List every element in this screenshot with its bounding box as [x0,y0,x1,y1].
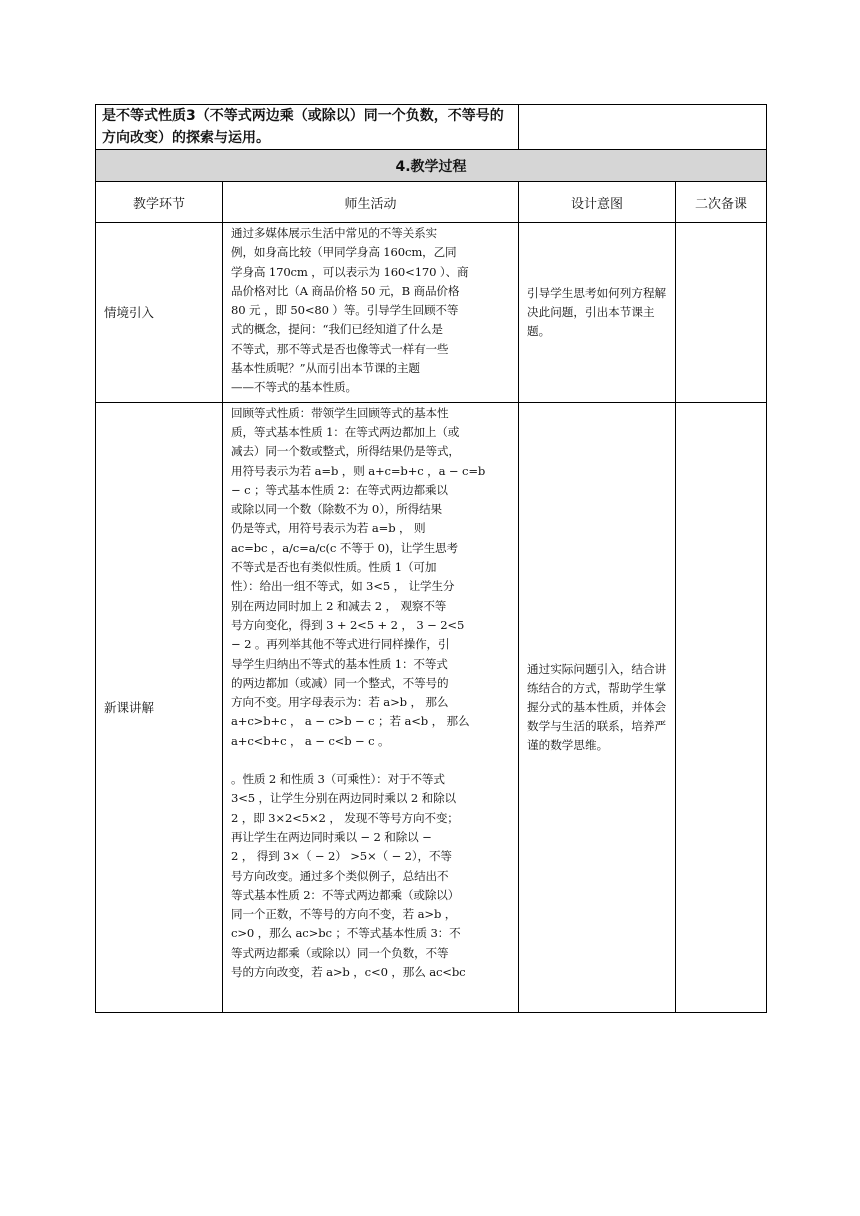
activity-line: 号的方向改变，若 a>b ，c<0 ，那么 ac<bc [231,964,466,979]
header-activity: 师生活动 [223,182,519,223]
activity-line: − 2 。再列举其他不等式进行同样操作，引 [231,637,450,652]
activity-line: 不等式，那不等式是否也像等式一样有一些 [231,341,449,356]
activity-line: ——不等式的基本性质。 [231,380,357,395]
intent-cell: 引导学生思考如何列方程解决此问题，引出本节课主题。 [519,223,676,403]
activity-line: 减去）同一个数或整式，所得结果仍是等式， [231,444,460,459]
activity-line: 基本性质呢？”从而引出本节课的主题 [231,361,420,376]
activity-line: 号方向改变。通过多个类似例子，总结出不 [231,868,449,883]
activity-line: 通过多媒体展示生活中常见的不等关系实 [231,226,437,240]
lesson-plan-table-wrapper [95,104,766,1013]
activity-line: a+c>b+c ， a − c>b − c ；若 a<b ， 那么 [231,714,470,729]
intent-cell: 通过实际问题引入，结合讲练结合的方式，帮助学生掌握分式的基本性质，并体会数学与生活的联系，培养严谨的数学思维。 [519,402,676,1012]
activity-line: 再让学生在两边同时乘以 − 2 和除以 − [231,829,432,844]
paragraph-gap [231,751,514,770]
header-intent: 设计意图 [519,182,676,223]
notes-cell [676,402,767,1012]
header-row [96,182,767,223]
activity-line: 2 ，即 3×2<5×2 ， 发现不等号方向不变； [231,810,459,825]
activity-line: 等式两边都乘（或除以）同一个负数，不等 [231,945,449,960]
activity-line: 仍是等式，用符号表示为若 a=b ， 则 [231,521,426,536]
stage-cell: 情境引入 [96,223,223,403]
activity-line: 同一个正数，不等号的方向不变，若 a>b ， [231,907,457,922]
activity-line: 性）：给出一组不等式，如 3<5 ， 让学生分 [231,579,455,594]
activity-line: 方向不变。用字母表示为：若 a>b ， 那么 [231,695,449,710]
activity-line: 式的概念，提问：“我们已经知道了什么是 [231,322,443,337]
activity-line: 。性质 2 和性质 3（可乘性）：对于不等式 [231,772,445,787]
header-notes: 二次备课 [676,182,767,223]
objective-row [96,105,767,150]
stage-cell: 新课讲解 [96,402,223,1012]
section-title: 4.教学过程 [96,150,767,182]
activity-line: 3<5 ，让学生分别在两边同时乘以 2 和除以 [231,791,456,806]
activity-line: 回顾等式性质：带领学生回顾等式的基本性 [231,405,449,420]
activity-line: 号方向变化，得到 3 + 2<5 + 2 ， 3 − 2<5 [231,617,465,632]
notes-cell [676,223,767,403]
activity-line: 80 元 ，即 50<80 ）等。引导学生回顾不等 [231,303,459,318]
activity-line: 品价格对比（A 商品价格 50 元，B 商品价格 [231,283,460,298]
activity-line: − c ；等式基本性质 2：在等式两边都乘以 [231,482,448,497]
activity-cell [223,402,519,1012]
activity-line: 质，等式基本性质 1：在等式两边都加上（或 [231,424,460,439]
activity-line: 导学生归纳出不等式的基本性质 1：不等式 [231,656,448,671]
activity-line: 别在两边同时加上 2 和减去 2 ， 观察不等 [231,598,447,613]
activity-line: 或除以同一个数（除数不为 0），所得结果 [231,502,442,517]
section-row [96,150,767,182]
activity-cell [223,223,519,403]
activity-line: ac=bc ，a/c=a/c(c 不等于 0)，让学生思考 [231,540,458,555]
activity-line: 学身高 170cm ，可以表示为 160<170 ）、商 [231,264,469,279]
activity-line: a+c<b+c ， a − c<b − c 。 [231,733,390,748]
activity-line: 不等式是否也有类似性质。性质 1（可加 [231,560,437,575]
activity-line: 2 ， 得到 3×（ − 2） >5×（ − 2），不等 [231,849,452,864]
objective-text: 是不等式性质3（不等式两边乘（或除以）同一个负数，不等号的方向改变）的探索与运用。 [96,105,519,150]
header-stage: 教学环节 [96,182,223,223]
table-row [96,402,767,1012]
activity-line: 等式基本性质 2：不等式两边都乘（或除以） [231,887,460,902]
lesson-plan-table [95,104,767,1013]
table-row [96,223,767,403]
objective-right-cell [519,105,767,150]
activity-line: 用符号表示为若 a=b ，则 a+c=b+c ，a − c=b [231,463,486,478]
activity-line: 的两边都加（或减）同一个整式，不等号的 [231,675,449,690]
activity-line: c>0 ，那么 ac>bc ；不等式基本性质 3：不 [231,926,461,941]
activity-line: 例，如身高比较（甲同学身高 160cm，乙同 [231,245,457,260]
